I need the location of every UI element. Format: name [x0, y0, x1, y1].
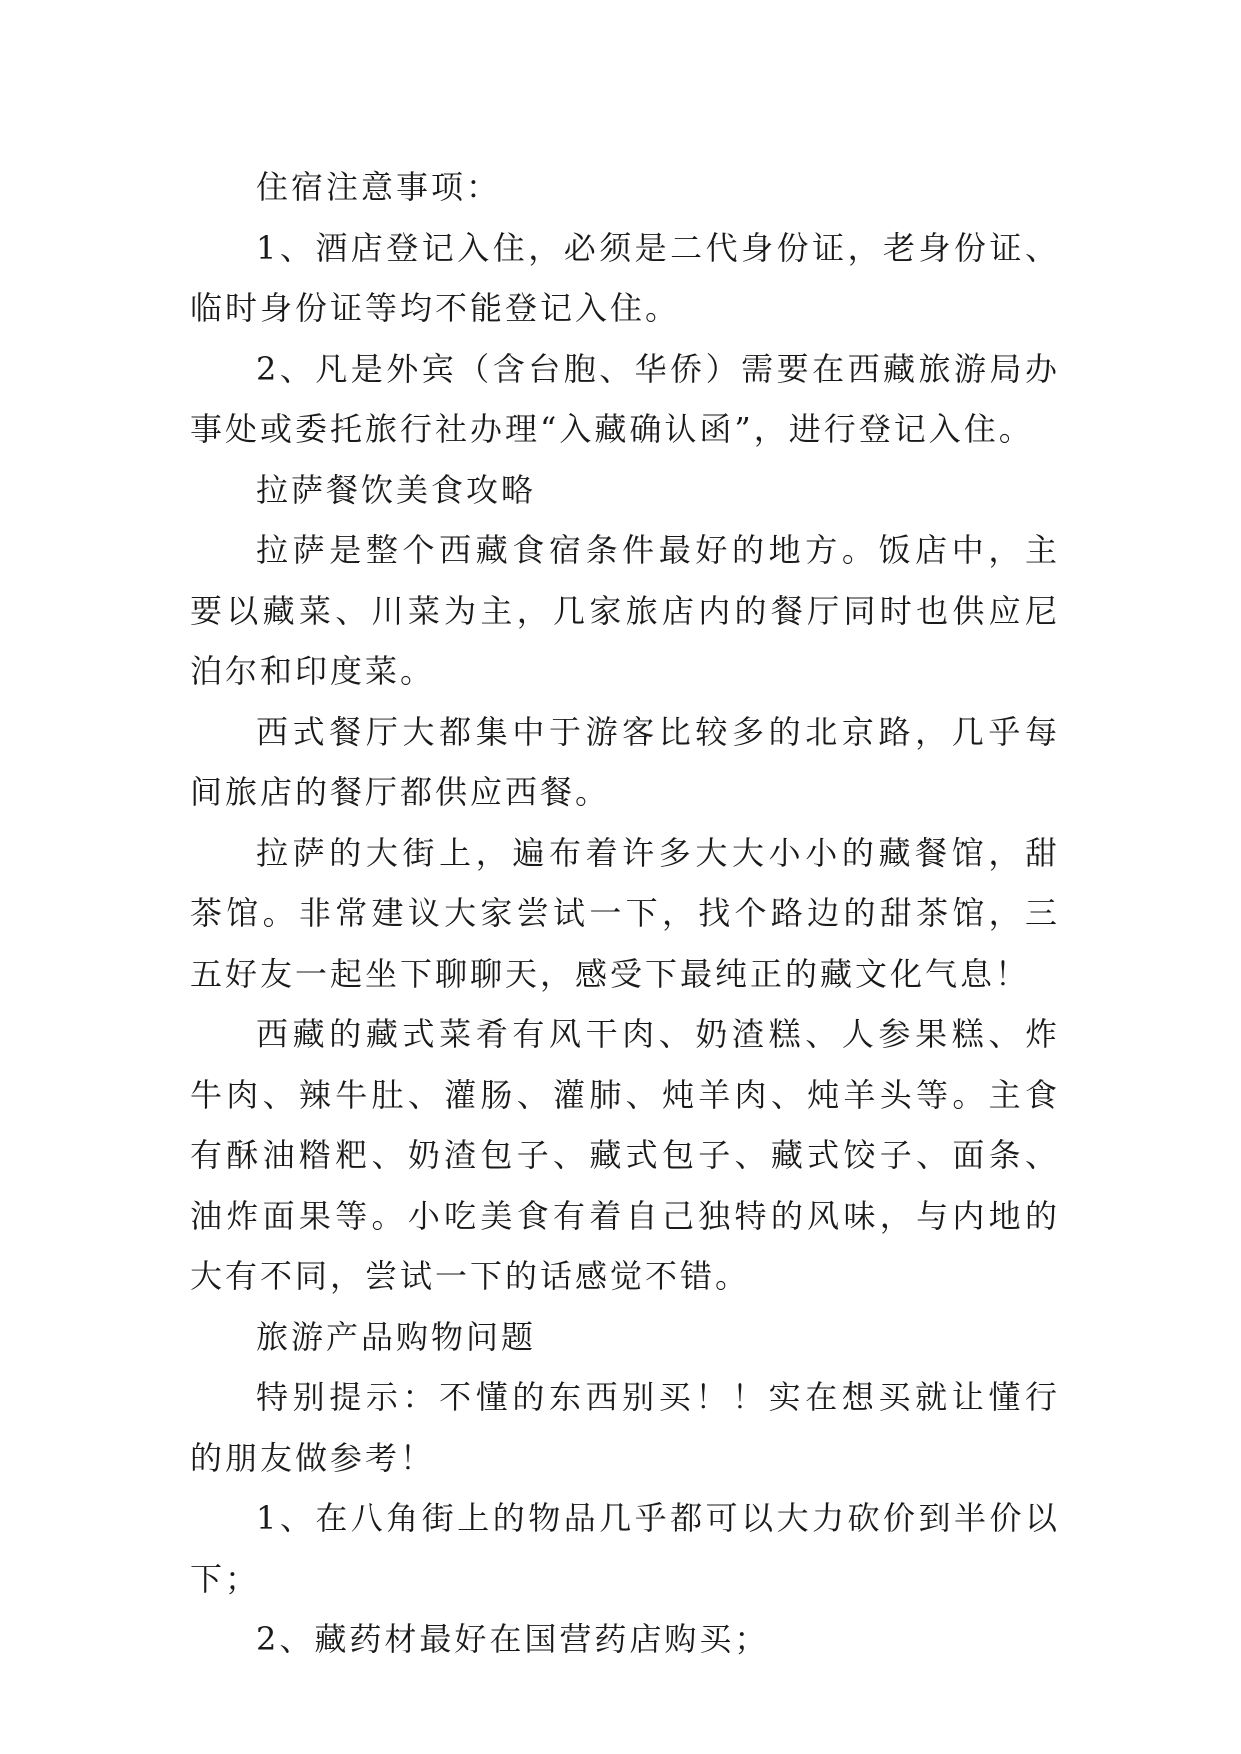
paragraph-tibetan-dishes: 西藏的藏式菜肴有风干肉、奶渣糕、人参果糕、炸牛肉、辣牛肚、灌肠、灌肺、炖羊肉、炖羊头等。主食有酥油糌粑、奶渣包子、藏式包子、藏式饺子、面条、油炸面果等。小吃美食有着自己独特的风味，与内地的大有不同，尝试一下的话感觉不错。: [190, 1015, 1060, 1295]
paragraph-tibetan-medicine: 2、藏药材最好在国营药店购买；: [256, 1620, 770, 1658]
document-page: [190, 157, 1060, 1670]
paragraph-tea-houses: 拉萨的大街上，遍布着许多大大小小的藏餐馆，甜茶馆。非常建议大家尝试一下，找个路边的甜茶馆，三五好友一起坐下聊聊天，感受下最纯正的藏文化气息！: [190, 833, 1060, 993]
heading-lhasa-dining-guide: 拉萨餐饮美食攻略: [256, 470, 537, 509]
heading-shopping-issues: 旅游产品购物问题: [256, 1317, 537, 1356]
paragraph-foreign-guest-note: 2、凡是外宾（含台胞、华侨）需要在西藏旅游局办事处或委托旅行社办理“入藏确认函”，进行登记入住。: [190, 349, 1060, 448]
paragraph-id-card-note: 1、酒店登记入住，必须是二代身份证，老身份证、临时身份证等均不能登记入住。: [190, 228, 1060, 327]
paragraph-special-tip: 特别提示：不懂的东西别买！！实在想买就让懂行的朋友做参考！: [190, 1378, 1060, 1477]
heading-accommodation-notes: 住宿注意事项：: [256, 168, 502, 206]
paragraph-barkhor-bargaining: 1、在八角街上的物品几乎都可以大力砍价到半价以下；: [190, 1499, 1060, 1598]
paragraph-western-restaurants: 西式餐厅大都集中于游客比较多的北京路，几乎每间旅店的餐厅都供应西餐。: [190, 712, 1060, 811]
paragraph-lhasa-food-overview: 拉萨是整个西藏食宿条件最好的地方。饭店中，主要以藏菜、川菜为主，几家旅店内的餐厅同时也供应尼泊尔和印度菜。: [190, 531, 1060, 690]
